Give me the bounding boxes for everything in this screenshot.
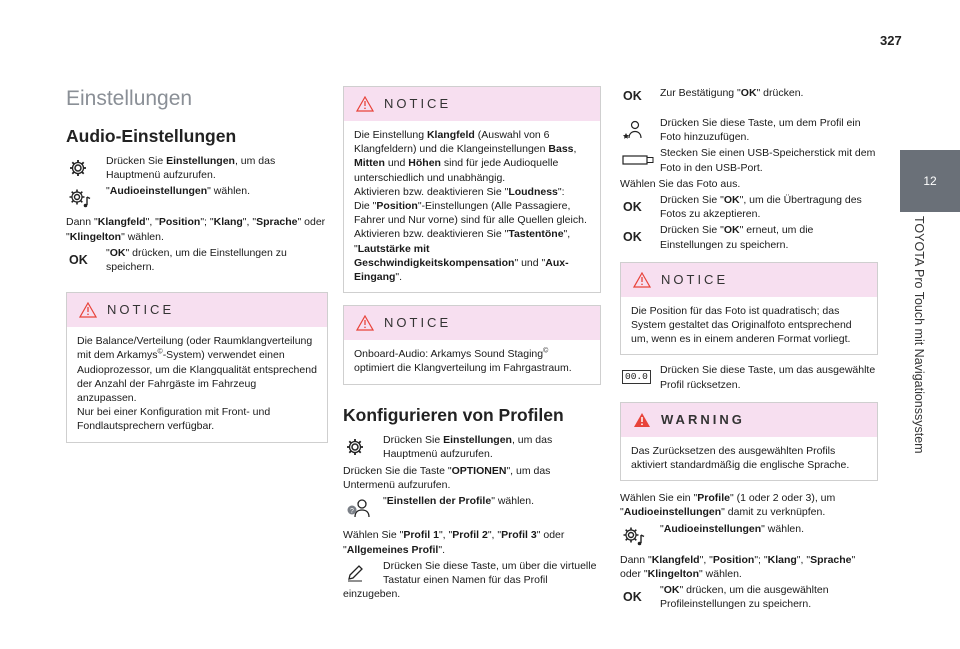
step-confirm bbox=[620, 80, 878, 112]
step-text: "Audioeinstellungen" wählen. bbox=[106, 185, 250, 198]
notice-header bbox=[344, 306, 600, 340]
step-text: Drücken Sie "OK" erneut, um die Einstellungen zu speichern. bbox=[660, 224, 814, 251]
ok-icon: OK bbox=[69, 252, 88, 267]
step-text: Drücken Sie Einstellungen, um das Hauptmenü aufzurufen. bbox=[383, 433, 553, 460]
vertical-chapter-title: TOYOTA Pro Touch mit Navigationssystem bbox=[912, 216, 927, 454]
step-text: Zur Bestätigung "OK" drücken. bbox=[660, 87, 804, 99]
pencil-icon bbox=[343, 559, 383, 587]
subsection-heading: Konfigurieren von Profilen bbox=[343, 404, 564, 425]
ok-icon: OK bbox=[623, 199, 642, 214]
chapter-tab[interactable]: 12 bbox=[900, 150, 960, 212]
step-text: Drücken Sie "OK", um die Übertragung des Fotos zu akzeptieren. bbox=[660, 194, 862, 221]
page-number: 327 bbox=[880, 33, 902, 48]
step-text: Drücken Sie diese Taste, um dem Profil ein Foto hinzuzufügen. bbox=[660, 117, 861, 144]
step-ok bbox=[66, 246, 328, 274]
column-3 bbox=[620, 80, 878, 613]
step-text: Drücken Sie Einstellungen, um das Hauptmenü aufzurufen. bbox=[106, 155, 276, 182]
profile-icon bbox=[343, 494, 383, 522]
reset-display-icon: 00.0 bbox=[620, 363, 660, 391]
column-1 bbox=[66, 80, 328, 451]
ok-icon: OK bbox=[623, 589, 642, 604]
ok-icon: OK bbox=[623, 230, 642, 245]
step-accept bbox=[620, 193, 878, 221]
step-usb bbox=[620, 146, 878, 174]
ok-icon: OK bbox=[623, 88, 642, 103]
step-settings bbox=[66, 154, 328, 182]
step-audio-settings bbox=[66, 184, 328, 212]
notice-label: NOTICE bbox=[661, 271, 729, 287]
gear-icon bbox=[66, 154, 106, 182]
notice-header bbox=[344, 87, 600, 121]
gear-music-icon bbox=[620, 522, 660, 550]
svg-text:?: ? bbox=[350, 508, 354, 516]
warning-triangle-outline-icon bbox=[356, 96, 374, 112]
gear-icon bbox=[343, 433, 383, 461]
notice-header bbox=[67, 293, 327, 327]
paragraph-sound-options: Dann "Klangfeld", "Position"; "Klang", "Sprache" oder "Klingelton" wählen. bbox=[620, 553, 856, 580]
paragraph-sound-options: Dann "Klangfeld", "Position"; "Klang", "Sprache" oder "Klingelton" wählen. bbox=[66, 216, 326, 243]
warning-triangle-outline-icon bbox=[356, 315, 374, 331]
step-text: "Einstellen der Profile" wählen. bbox=[383, 495, 535, 508]
notice-body: Die Balance/Verteilung (oder Raumklangverteilung mit dem Arkamys©-System) verwendet einen Audioprozessor, um die Klangqualität entsprechend der Anzahl der Fahrgäste im Fahrzeug anzupassen. Nur bei einer Konfiguration mit Front- und Fondlautsprechern verfügbar. bbox=[77, 335, 317, 433]
paragraph-select-photo: Wählen Sie das Foto aus. bbox=[620, 177, 741, 190]
notice-header bbox=[621, 263, 877, 297]
step-text: Drücken Sie diese Taste, um über die virtuelle Tastatur einen Namen für das Profil bbox=[383, 559, 597, 587]
step-add-photo bbox=[620, 116, 878, 144]
gear-music-icon bbox=[66, 184, 106, 212]
notice-box bbox=[620, 262, 878, 356]
warning-label: WARNING bbox=[661, 411, 745, 427]
step-text: "OK" drücken, um die ausgewählten Profileinstellungen zu speichern. bbox=[660, 584, 829, 611]
warning-triangle-filled-icon bbox=[633, 412, 651, 428]
step-audio-settings bbox=[620, 522, 878, 550]
add-photo-icon bbox=[620, 116, 660, 144]
step-reset bbox=[620, 363, 878, 391]
notice-body: Die Einstellung Klangfeld (Auswahl von 6 Klangfeldern) und die Klangeinstellungen Bass, Mitten und Höhen sind für jede Audioquelle unterschiedlich und unabhängig. Aktivieren bzw. deaktivieren Sie "Loudness": Die "Position"-Einstellungen (Alle Passagiere, Fahrer und Nur vorne) sind für alle Quellen gleich. Aktivieren bzw. deaktivieren Sie "Tastentöne", "Lautstärke mit Geschwindigkeitskompensation" und "Aux-Eingang". bbox=[354, 129, 587, 284]
warning-triangle-outline-icon bbox=[79, 302, 97, 318]
usb-stick-icon bbox=[620, 146, 660, 174]
column-2 bbox=[343, 86, 601, 603]
step-text: Stecken Sie einen USB-Speicherstick mit dem Foto in den USB-Port. bbox=[660, 147, 876, 174]
paragraph-options: Drücken Sie die Taste "OPTIONEN", um das Untermenü aufzurufen. bbox=[343, 465, 551, 492]
warning-header bbox=[621, 403, 877, 437]
section-title: Einstellungen bbox=[66, 87, 193, 110]
paragraph-continued: einzugeben. bbox=[343, 588, 401, 601]
notice-body: Onboard-Audio: Arkamys Sound Staging© optimiert die Klangverteilung im Fahrgastraum. bbox=[354, 347, 572, 375]
notice-label: NOTICE bbox=[107, 302, 175, 318]
notice-box bbox=[66, 292, 328, 442]
step-settings bbox=[343, 433, 601, 461]
notice-box bbox=[343, 86, 601, 293]
subsection-heading: Audio-Einstellungen bbox=[66, 126, 237, 146]
notice-box bbox=[343, 305, 601, 384]
step-save-profile bbox=[620, 583, 878, 611]
warning-box bbox=[620, 402, 878, 481]
warning-triangle-outline-icon bbox=[633, 272, 651, 288]
step-edit-name bbox=[343, 559, 601, 587]
notice-label: NOTICE bbox=[384, 95, 452, 111]
step-save bbox=[620, 223, 878, 251]
paragraph-select-profile: Wählen Sie ein "Profile" (1 oder 2 oder 3), um "Audioeinstellungen" damit zu verknüpfen. bbox=[620, 492, 836, 519]
step-text: "OK" drücken, um die Einstellungen zu speichern. bbox=[106, 246, 287, 274]
step-profile-settings bbox=[343, 494, 601, 522]
warning-body: Das Zurücksetzen des ausgewählten Profils aktiviert standardmäßig die englische Sprache. bbox=[631, 444, 850, 472]
paragraph-profiles: Wählen Sie "Profil 1", "Profil 2", "Profil 3" oder "Allgemeines Profil". bbox=[343, 529, 565, 556]
step-text: Drücken Sie diese Taste, um das ausgewählte Profil rücksetzen. bbox=[660, 364, 876, 391]
notice-body: Die Position für das Foto ist quadratisch; das System gestaltet das Originalfoto entsprechend um, wenn es in einem anderen Format vorliegt. bbox=[631, 304, 852, 346]
notice-label: NOTICE bbox=[384, 315, 452, 331]
step-text: "Audioeinstellungen" wählen. bbox=[660, 522, 804, 535]
